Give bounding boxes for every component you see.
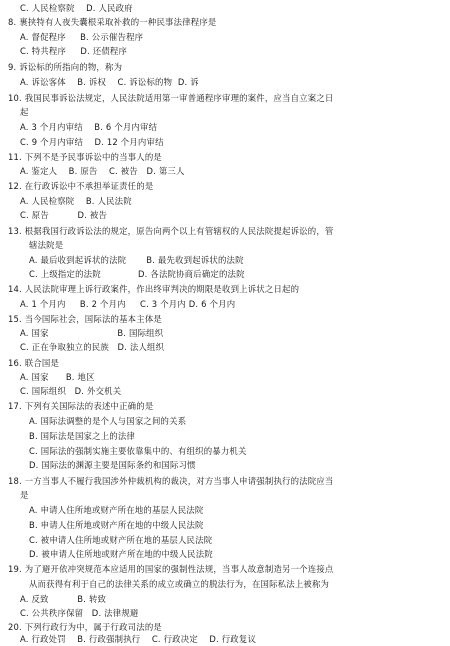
option-line: A. 诉讼客体 B. 诉权 C. 诉讼标的物 D. 诉 [20, 77, 199, 87]
option-line: D. 被申请人住所地或财产所在地的中级人民法院 [29, 549, 213, 559]
option-line: A. 3 个月内审结 B. 6 个月内审结 [20, 122, 158, 132]
question-continuation: 是 [20, 490, 29, 500]
question-14: 14. 人民法院审理上诉行政案件，作出终审判决的期限是收到上诉状之日起的 [8, 284, 300, 294]
option-line: A. 鉴定人 B. 原告 C. 被告 D. 第三人 [20, 166, 185, 176]
option-line: A. 国家 B. 国际组织 [20, 328, 164, 338]
option-line: A. 最后收到起诉状的法院 B. 最先收到起诉状的法院 [29, 255, 244, 265]
option-line: B. 申请人住所地或财产所在地的中级人民法院 [29, 520, 204, 530]
question-9: 9. 诉讼标的所指向的物，称为 [8, 62, 123, 72]
question-13: 13. 根据我国行政诉讼法的规定，原告向两个以上有管辖权的人民法院提起诉讼的，管 [8, 226, 334, 236]
option-line: A. 国家 B. 地区 [20, 372, 95, 382]
question-10: 10. 我国民事诉讼法规定，人民法院适用第一审普通程序审理的案件，应当自立案之日 [8, 93, 334, 103]
option-line: C. 特共程序 D. 还债程序 [20, 46, 128, 56]
question-15: 15. 当今国际社会，国际法的基本主体是 [8, 314, 162, 324]
option-line: C. 9 个月内审结 D. 12 个月内审结 [20, 137, 164, 147]
question-19: 19. 为了避开依冲突规范本应适用的国家的强制性法规，当事人故意制造另一个连接点 [8, 564, 334, 574]
option-line: C. 正在争取独立的民族 D. 法人组织 [20, 342, 165, 352]
option-line: C. 人民检察院 D. 人民政府 [20, 3, 133, 13]
question-continuation: 从而获得有利于自己的法律关系的成立或确立的脱法行为，在国际私法上被称为 [29, 579, 330, 589]
option-line: A. 人民检察院 B. 人民法院 [20, 196, 132, 206]
question-8: 8. 裹挟特有人夜失囊根采取补救的一种民事法律程序是 [8, 17, 217, 27]
option-line: A. 国际法调整的是个人与国家之间的关系 [29, 416, 187, 426]
question-17: 17. 下列有关国际法的表述中正确的是 [8, 401, 154, 411]
option-line: B. 国际法是国家之上的法律 [29, 431, 135, 441]
option-line: A. 行政处罚 B. 行政强制执行 C. 行政决定 D. 行政复议 [20, 634, 257, 644]
option-line: C. 被申请人住所地或财产所在地的基层人民法院 [29, 535, 213, 545]
option-line: C. 公共秩序保留 D. 法律规避 [20, 608, 139, 618]
option-line: D. 国际法的渊源主要是国际条约和国际习惯 [29, 460, 196, 470]
option-line: C. 原告 D. 被告 [20, 210, 108, 220]
question-continuation: 起 [20, 107, 29, 117]
question-16: 16. 联合国是 [8, 358, 60, 368]
question-20: 20. 下列行政行为中，属于行政司法的是 [8, 622, 162, 632]
option-line: C. 国际组织 D. 外交机关 [20, 386, 122, 396]
option-line: A. 1 个月内 B. 2 个月内 C. 3 个月内 D. 6 个月内 [20, 299, 236, 309]
option-line: C. 国际法的强制实施主要依靠集中的、有组织的暴力机关 [29, 446, 247, 456]
question-continuation: 辖法院是 [29, 240, 64, 250]
option-line: A. 申请人住所地或财产所在地的基层人民法院 [29, 505, 204, 515]
question-18: 18. 一方当事人不履行我国涉外仲裁机构的裁决，对方当事人申请强制执行的法院应当 [8, 476, 334, 486]
option-line: C. 上级指定的法院 D. 各法院协商后确定的法院 [29, 269, 245, 279]
option-line: A. 督促程序 B. 公示催告程序 [20, 32, 144, 42]
question-11: 11. 下列不是予民事诉讼中的当事人的是 [8, 152, 162, 162]
question-12: 12. 在行政诉讼中不承担举证责任的是 [8, 181, 154, 191]
option-line: A. 反致 B. 转致 [20, 594, 107, 604]
